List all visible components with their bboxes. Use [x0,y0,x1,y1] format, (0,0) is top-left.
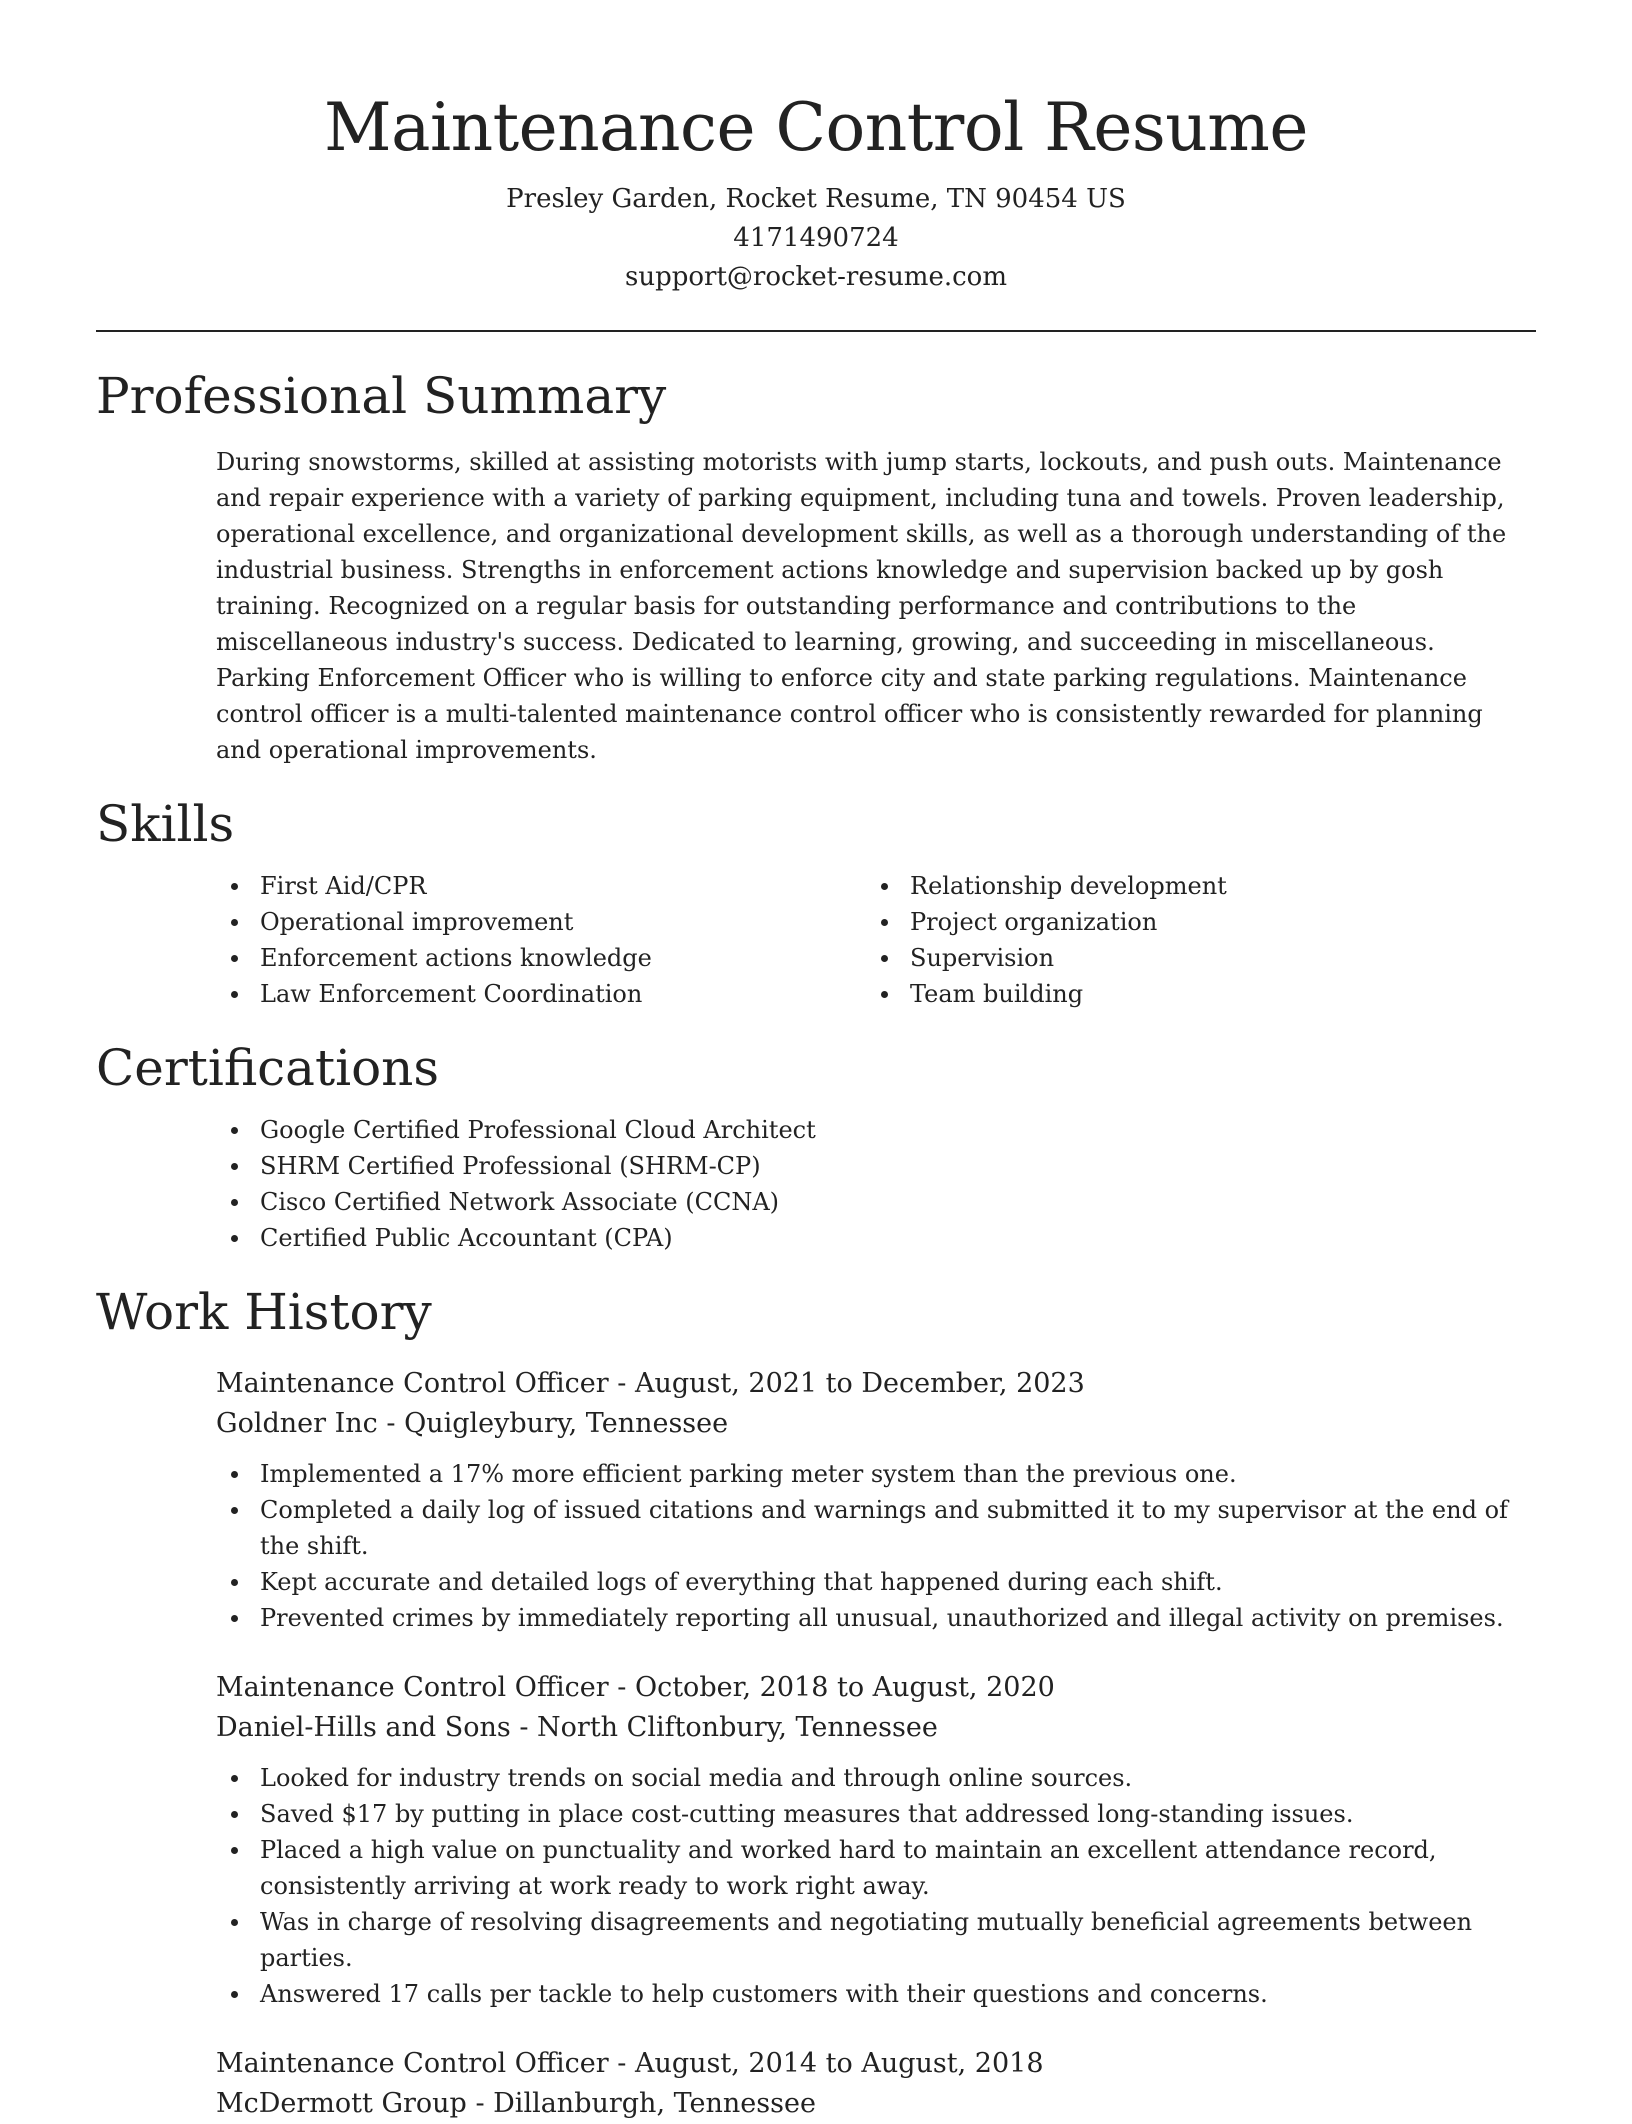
job-bullet: Completed a daily log of issued citations and warnings and submitted it to my supervisor at the end of the shift. [216,1492,1536,1564]
job-title-line [216,2044,1536,2084]
skill-item: Supervision [866,940,1516,976]
job-bullets [216,1456,1536,1636]
contact-block [96,180,1536,297]
job-bullet: Answered 17 calls per tackle to help customers with their questions and concerns. [216,1976,1536,2012]
certifications-list [216,1112,1536,1256]
job-bullet: Kept accurate and detailed logs of everything that happened during each shift. [216,1564,1536,1600]
contact-phone: 4171490724 [733,223,899,253]
separator: - [466,2088,494,2119]
job-location: North Cliftonbury, Tennessee [537,1712,938,1743]
work-history-heading: Work History [96,1283,432,1341]
skill-item: Operational improvement [216,904,866,940]
job-company: Goldner Inc [216,1408,378,1439]
resume-page [96,0,1536,2124]
job-bullet: Was in charge of resolving disagreements and negotiating mutually beneficial agreements between parties. [216,1904,1536,1976]
separator: - [608,1368,635,1399]
contact-address: Presley Garden, Rocket Resume, TN 90454 US [506,184,1126,214]
job-company-line [216,2084,1536,2124]
separator: - [377,1408,405,1439]
certification-item: Cisco Certified Network Associate (CCNA) [216,1184,1536,1220]
certification-item: SHRM Certified Professional (SHRM-CP) [216,1148,1536,1184]
skill-item: Team building [866,976,1516,1012]
job-bullet: Looked for industry trends on social media and through online sources. [216,1760,1536,1796]
certification-item: Certified Public Accountant (CPA) [216,1220,1536,1256]
job-bullet: Placed a high value on punctuality and worked hard to maintain an excellent attendance record, consistently arriving at work ready to work right away. [216,1832,1536,1904]
contact-email: support@rocket-resume.com [624,262,1007,292]
separator: - [608,1672,635,1703]
job-dates: August, 2014 to August, 2018 [634,2048,1044,2079]
job-title-line [216,1364,1536,1404]
job-location: Quigleybury, Tennessee [404,1408,729,1439]
job-entry [216,1668,1536,2012]
job-entry [216,1364,1536,1636]
job-company-line [216,1404,1536,1444]
job-dates: October, 2018 to August, 2020 [634,1672,1055,1703]
job-company: McDermott Group [216,2088,467,2119]
skills-column-left [216,868,866,1012]
job-entry [216,2044,1536,2124]
job-bullet: Prevented crimes by immediately reporting all unusual, unauthorized and illegal activity on premises. [216,1600,1536,1636]
skill-item: Enforcement actions knowledge [216,940,866,976]
skills-list [216,868,1536,1012]
skills-heading: Skills [96,795,235,853]
summary-text: During snowstorms, skilled at assisting motorists with jump starts, lockouts, and push outs. Maintenance and repair experience with a variety of parking equipment, including tuna and towels. Proven leadership, operational excellence, and organizational development skills, as well as a thorough understanding of the industrial business. Strengths in enforcement actions knowledge and supervision backed up by gosh training. Recognized on a regular basis for outstanding performance and contributions to the miscellaneous industry's success. Dedicated to learning, growing, and succeeding in miscellaneous. Parking Enforcement Officer who is willing to enforce city and state parking regulations. Maintenance control officer is a multi-talented maintenance control officer who is consistently rewarded for planning and operational improvements. [216,448,1507,764]
job-company: Daniel-Hills and Sons [216,1712,511,1743]
skill-item: Law Enforcement Coordination [216,976,866,1012]
skills-column-right [866,868,1516,1012]
resume-title: Maintenance Control Resume [324,89,1308,166]
job-bullets [216,1760,1536,2012]
separator: - [608,2048,635,2079]
job-title-line [216,1668,1536,1708]
summary-heading: Professional Summary [96,367,667,425]
job-bullet: Saved $17 by putting in place cost-cutting measures that addressed long-standing issues. [216,1796,1536,1832]
job-title: Maintenance Control Officer [216,2048,609,2079]
job-title: Maintenance Control Officer [216,1672,609,1703]
skill-item: Project organization [866,904,1516,940]
skill-item: First Aid/CPR [216,868,866,904]
job-dates: August, 2021 to December, 2023 [634,1368,1085,1399]
job-bullet: Implemented a 17% more efficient parking meter system than the previous one. [216,1456,1536,1492]
job-title: Maintenance Control Officer [216,1368,609,1399]
certification-item: Google Certified Professional Cloud Architect [216,1112,1536,1148]
certifications-heading: Certifications [96,1039,440,1097]
job-company-line [216,1708,1536,1748]
skill-item: Relationship development [866,868,1516,904]
job-location: Dillanburgh, Tennessee [493,2088,816,2119]
separator: - [510,1712,538,1743]
header-divider [96,330,1536,332]
